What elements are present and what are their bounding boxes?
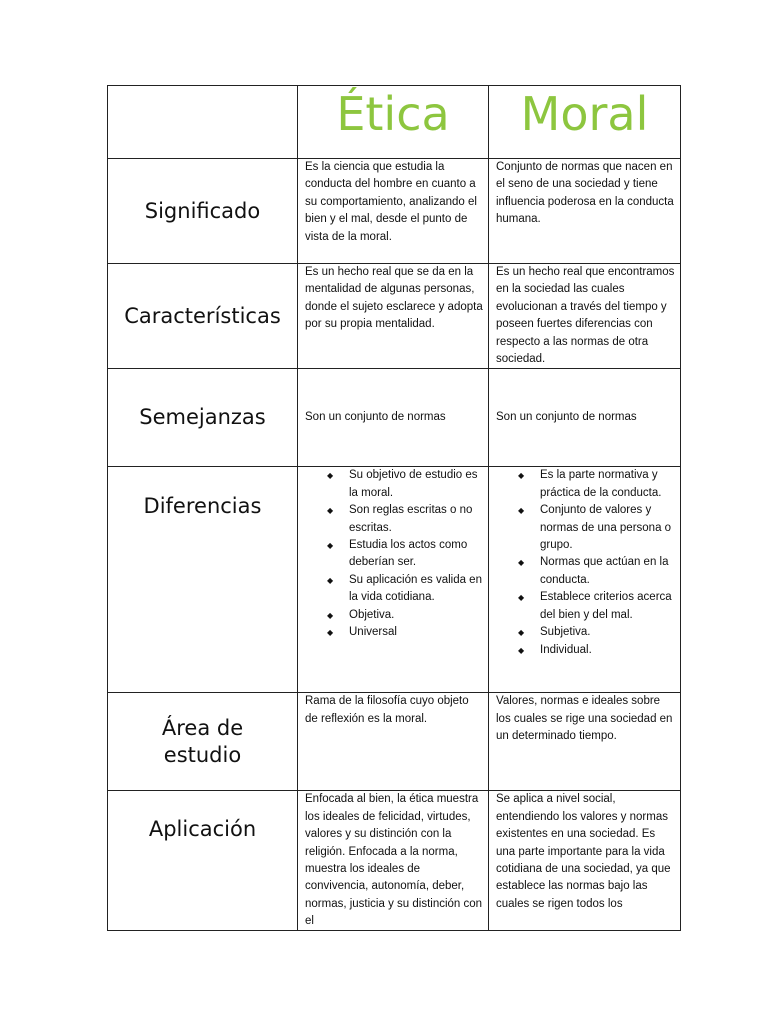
label-aplicacion: Aplicación [108,791,298,931]
row-aplicacion [108,791,681,931]
list-item: ◆ Estudia los actos como deberían ser. [349,537,484,572]
header-empty-cell [108,86,298,159]
area-moral: Valores, normas e ideales sobre los cuales se rige una sociedad en un determinado tiempo. [489,693,681,791]
list-item: ◆ Es la parte normativa y práctica de la conducta. [540,467,676,502]
header-row [108,86,681,159]
list-item: ◆ Su objetivo de estudio es la moral. [349,467,484,502]
list-item: ◆ Objetiva. [349,607,484,624]
list-item: ◆ Subjetiva. [540,624,676,641]
list-item: ◆ Normas que actúan en la conducta. [540,554,676,589]
significado-moral: Conjunto de normas que nacen en el seno de una sociedad y tiene influencia poderosa en la conducta humana. [489,159,681,264]
header-etica: Ética [298,86,489,159]
aplicacion-etica-text: Enfocada al bien, la ética muestra los ideales de felicidad, virtudes, valores y su distinción con la religión. Enfocada a la norma, muestra los ideales de convivencia, autonomía, deber, normas, justicia y su distinción con el [305,793,483,928]
aplicacion-moral [489,791,681,931]
list-item: ◆ Universal [349,624,484,641]
row-semejanzas [108,369,681,467]
caracteristicas-etica: Es un hecho real que se da en la mentalidad de algunas personas, donde el sujeto esclarece y adopta por su propia mentalidad. [298,264,489,369]
row-area-de-estudio [108,693,681,791]
list-item: ◆ Su aplicación es valida en la vida cotidiana. [349,572,484,607]
aplicacion-etica [298,791,489,931]
label-caracteristicas: Características [108,264,298,369]
label-significado: Significado [108,159,298,264]
diferencias-etica-list [305,467,484,641]
significado-etica: Es la ciencia que estudia la conducta del hombre en cuanto a su comportamiento, analizando el bien y el mal, desde el punto de vista de la moral. [298,159,489,264]
diferencias-moral [489,467,681,693]
semejanzas-moral: Son un conjunto de normas [489,369,681,467]
semejanzas-etica: Son un conjunto de normas [298,369,489,467]
list-item: ◆ Establece criterios acerca del bien y del mal. [540,589,676,624]
header-moral: Moral [489,86,681,159]
row-diferencias [108,467,681,693]
row-significado [108,159,681,264]
label-diferencias: Diferencias [108,467,298,693]
label-semejanzas: Semejanzas [108,369,298,467]
area-etica: Rama de la filosofía cuyo objeto de reflexión es la moral. [298,693,489,791]
list-item: ◆ Conjunto de valores y normas de una persona o grupo. [540,502,676,554]
list-item: ◆ Individual. [540,642,676,659]
list-item: ◆ Son reglas escritas o no escritas. [349,502,484,537]
diferencias-moral-list [496,467,676,658]
diferencias-etica [298,467,489,693]
caracteristicas-moral: Es un hecho real que encontramos en la sociedad las cuales evolucionan a través del tiempo y poseen fuertes diferencias con respecto a las normas de otra sociedad. [489,264,681,369]
aplicacion-moral-text: Se aplica a nivel social, entendiendo los valores y normas existentes en una sociedad. Es una parte importante para la vida cotidiana de una sociedad, ya que establece las normas bajo las cuales se rigen todos los [496,793,671,910]
row-caracteristicas [108,264,681,369]
comparison-table [107,85,681,931]
label-area-de-estudio: Área de estudio [108,693,298,791]
